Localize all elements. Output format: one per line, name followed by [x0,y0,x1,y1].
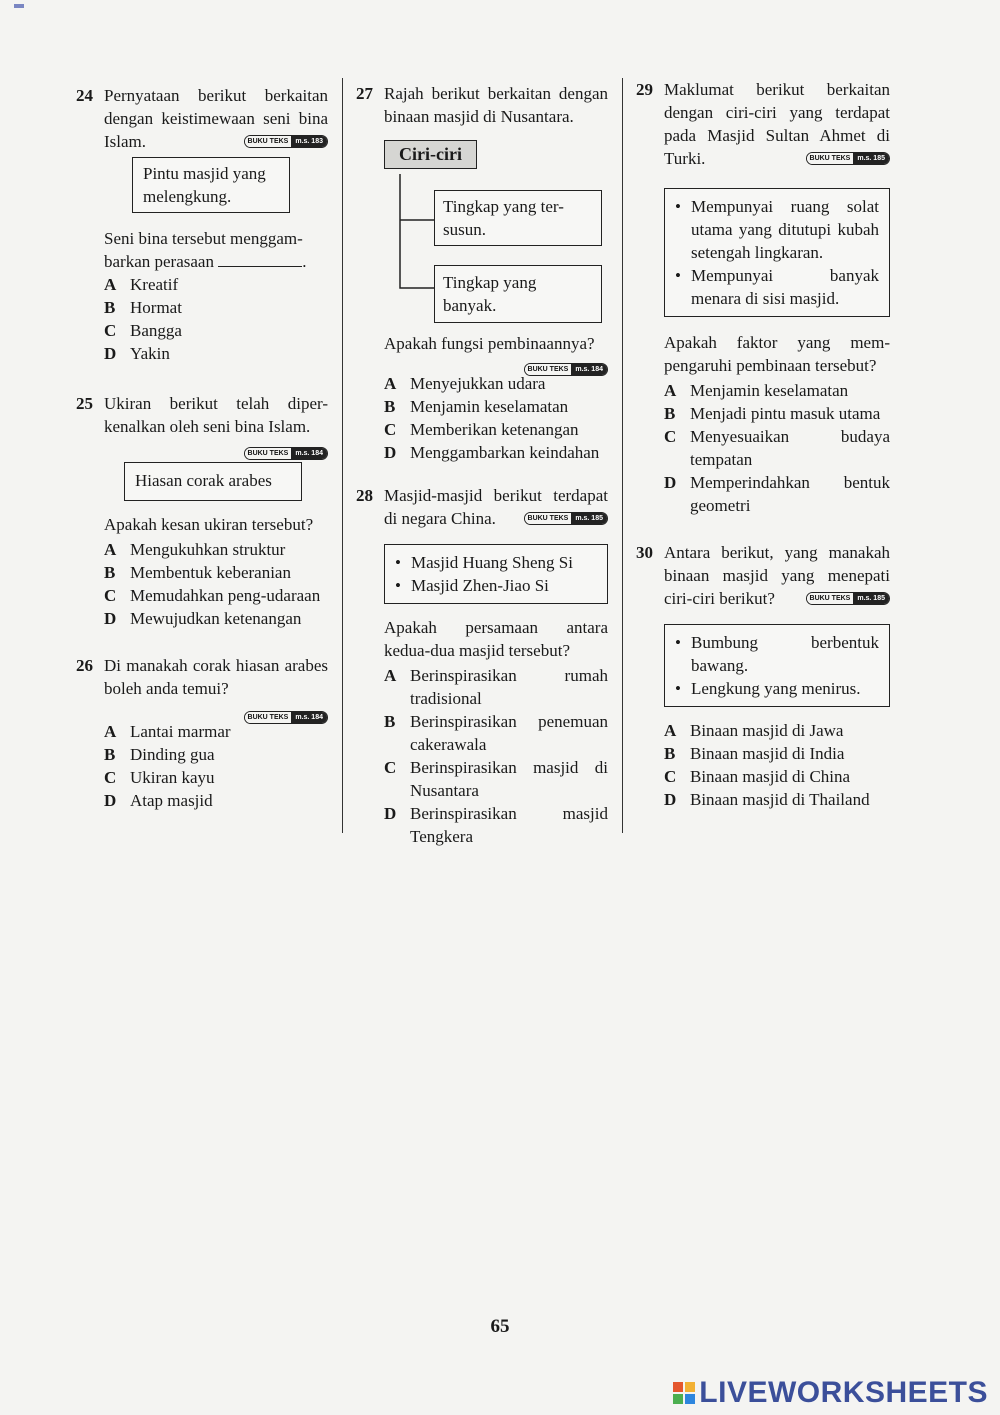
column-divider [622,78,623,833]
option-d[interactable]: D Mewujudkan ketenangan [104,609,302,628]
page-number: 65 [490,1316,510,1337]
option-d[interactable]: D Binaan masjid di Thailand [664,790,870,809]
options [104,538,328,630]
info-box [384,544,608,604]
textbook-badge: BUKU TEKS m.s. 185 [806,592,890,605]
bullet-item: • Mempunyai banyak menara di sisi masjid. [673,264,879,310]
option-d[interactable]: D Menggambarkan keindahan [384,443,600,462]
question-number: 27 [356,84,373,103]
option-a[interactable]: A Mengukuhkan struktur [104,540,286,559]
question-text: Maklumat berikut berkaitan dengan ciri-ciri yang terdapat pada Masjid Sultan Ahmet di Turki. [664,80,890,168]
answer-blank [218,252,302,267]
options [104,273,328,365]
bullet-item: • Lengkung yang menirus. [673,677,879,700]
liveworksheets-logo [673,1376,988,1410]
bullet-item: • Bumbung berbentuk bawang. [673,631,879,677]
diagram-header: Ciri-ciri [384,140,477,169]
option-a[interactable]: A Berinspirasikan rumah tradisional [384,666,608,708]
option-d[interactable]: D Berinspirasikan masjid Tengkera [384,804,608,846]
question-text: Masjid-masjid berikut terdapat di negara China. [384,486,608,528]
diagram-item: Tingkap yang ter-susun. [434,190,602,246]
option-a[interactable]: A Binaan masjid di Jawa [664,721,844,740]
option-a[interactable]: A Menyejukkan udara [384,374,546,393]
question-29 [636,78,890,517]
info-box [664,188,890,317]
question-number: 25 [76,394,93,413]
question-27 [356,82,608,464]
question-number: 26 [76,656,93,675]
option-c[interactable]: C Menyesuaikan budaya tempatan [664,427,890,469]
corner-mark [14,4,24,8]
option-b[interactable]: B Menjadi pintu masuk utama [664,404,881,423]
textbook-badge: BUKU TEKS m.s. 183 [244,135,328,148]
question-text: Rajah berikut berkaitan dengan binaan masjid di Nusantara. [384,84,608,126]
options [664,719,890,811]
question-text: Di manakah corak hiasan arabes boleh anda temui? [104,656,328,698]
option-b[interactable]: B Hormat [104,298,182,317]
option-c[interactable]: C Memudahkan peng-udaraan [104,586,321,605]
option-c[interactable]: C Memberikan ketenangan [384,420,579,439]
bullet-item: • Masjid Huang Sheng Si [393,551,599,574]
logo-text: LIVEWORKSHEETS [699,1376,988,1409]
options [384,372,608,464]
textbook-badge: BUKU TEKS m.s. 185 [524,512,608,525]
option-d[interactable]: D Memperindahkan bentuk geometri [664,473,890,515]
question-text: Pernyataan berikut berkaitan dengan keistimewaan seni bina Islam. [104,86,328,151]
option-a[interactable]: A Lantai marmar [104,722,231,741]
question-prompt: Apakah fungsi pembinaannya? [384,334,595,353]
option-a[interactable]: A Menjamin keselamatan [664,381,849,400]
question-number: 29 [636,80,653,99]
question-24: 24 Pernyataan berikut berkaitan dengan keistimewaan seni bina Islam. BUKU TEKS m.s. 183 Pintu masjid yang melengkung. Seni bina tersebut menggam-barkan perasaan . A Kreatif B Hormat C Bangga D Yakin [76,86,328,363]
question-number: 30 [636,543,653,562]
option-b[interactable]: B Binaan masjid di India [664,744,845,763]
question-prompt: Apakah persamaan antara kedua-dua masjid tersebut? [384,618,608,660]
option-d[interactable]: D Yakin [104,344,170,363]
question-prompt: Seni bina tersebut menggam-barkan perasaan [104,229,303,271]
textbook-badge: BUKU TEKS m.s. 185 [806,152,890,165]
column-2 [356,78,608,848]
question-number: 28 [356,486,373,505]
option-b[interactable]: B Dinding gua [104,745,215,764]
option-a[interactable]: A Kreatif [104,275,179,294]
info-box [664,624,890,707]
textbook-badge: BUKU TEKS m.s. 184 [244,447,328,460]
diagram [384,140,608,318]
option-b[interactable]: B Berinspirasikan penemuan cakerawala [384,712,608,754]
option-c[interactable]: C Berinspirasikan masjid di Nusantara [384,758,608,800]
options [664,379,890,517]
question-text: Antara berikut, yang manakah binaan masjid yang menepati ciri-ciri berikut? [664,543,890,608]
option-d[interactable]: D Atap masjid [104,791,213,810]
option-c[interactable]: C Ukiran kayu [104,768,215,787]
options [104,720,328,812]
question-30 [636,541,890,811]
question-text: Ukiran berikut telah diper-kenalkan oleh seni bina Islam. [104,394,328,436]
question-25 [76,392,328,630]
option-b[interactable]: B Membentuk keberanian [104,563,291,582]
bullet-item: • Mempunyai ruang solat utama yang ditutupi kubah setengah lingkaran. [673,195,879,264]
question-26 [76,654,328,812]
question-number: 24 [76,86,93,105]
option-b[interactable]: B Menjamin keselamatan [384,397,569,416]
liveworksheets-icon [673,1382,695,1404]
question-prompt: Apakah faktor yang mem-pengaruhi pembinaan tersebut? [664,333,890,375]
column-1 [76,78,328,812]
textbook-badge: BUKU TEKS m.s. 184 [244,711,328,724]
bullet-item: • Masjid Zhen-Jiao Si [393,574,599,597]
column-divider [342,78,343,833]
textbook-badge: BUKU TEKS m.s. 184 [524,363,608,376]
option-c[interactable]: C Binaan masjid di China [664,767,851,786]
diagram-item: Tingkap yang banyak. [434,265,602,323]
column-3 [636,78,890,811]
statement-box: Hiasan corak arabes [124,462,302,501]
statement-box: Pintu masjid yang melengkung. [132,157,290,213]
option-c[interactable]: C Bangga [104,321,182,340]
question-28 [356,484,608,848]
question-prompt: Apakah kesan ukiran tersebut? [104,515,314,534]
options [384,664,608,848]
